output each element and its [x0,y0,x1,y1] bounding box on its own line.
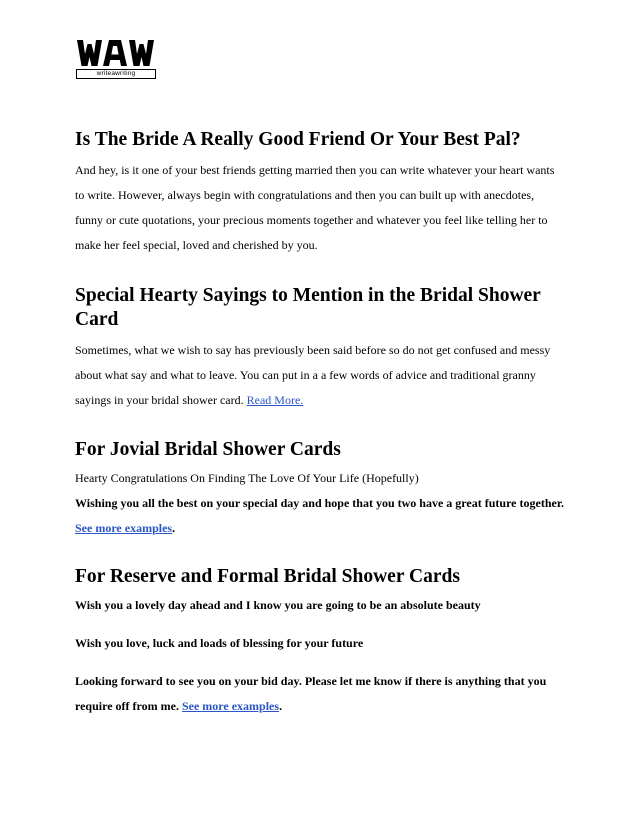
site-logo[interactable] [76,38,156,80]
section-paragraph: And hey, is it one of your best friends getting married then you can write whatever your heart wants to write. However, always begin with congratulations and then you can built up with anecdotes, funny or cute quotations, your precious moments together and whatever you feel like telling her to make her feel special, loved and cherished by you. [75,163,555,252]
saying-line: Wish you a lovely day ahead and I know you are going to be an absolute beauty [75,598,481,612]
section-heading: For Reserve and Formal Bridal Shower Cards [75,566,460,587]
saying-line [75,491,565,541]
period: . [279,699,283,713]
logo-caption: writeawriting [76,69,156,79]
section-paragraph [75,338,565,413]
section-heading: Special Hearty Sayings to Mention in the Bridal Shower Card [75,285,541,330]
article-content [75,128,565,719]
saying-line: Wish you love, luck and loads of blessing for your future [75,636,364,650]
see-more-examples-link[interactable]: See more examples [181,699,280,713]
read-more-link[interactable]: Read More. [246,393,304,407]
saying-text: Wishing you all the best on your special day and hope that you two have a great future together. [75,496,565,510]
saying-text: Looking forward to see you on your bid day. Please let me know if there is anything that you require off from me. [75,674,547,713]
saying-line: Hearty Congratulations On Finding The Love Of Your Life (Hopefully) [75,471,419,485]
section-heading: For Jovial Bridal Shower Cards [75,439,341,460]
section-heading: Is The Bride A Really Good Friend Or Your Best Pal? [75,129,521,150]
period: . [172,521,176,535]
see-more-examples-link[interactable]: See more examples [75,521,173,535]
waw-logo-icon [76,38,156,68]
saying-line [75,669,565,719]
paragraph-text: Sometimes, what we wish to say has previously been said before so do not get confused and messy about what say and what to leave. You can put in a a few words of advice and traditional granny sayings in your bridal shower card. [75,343,551,407]
